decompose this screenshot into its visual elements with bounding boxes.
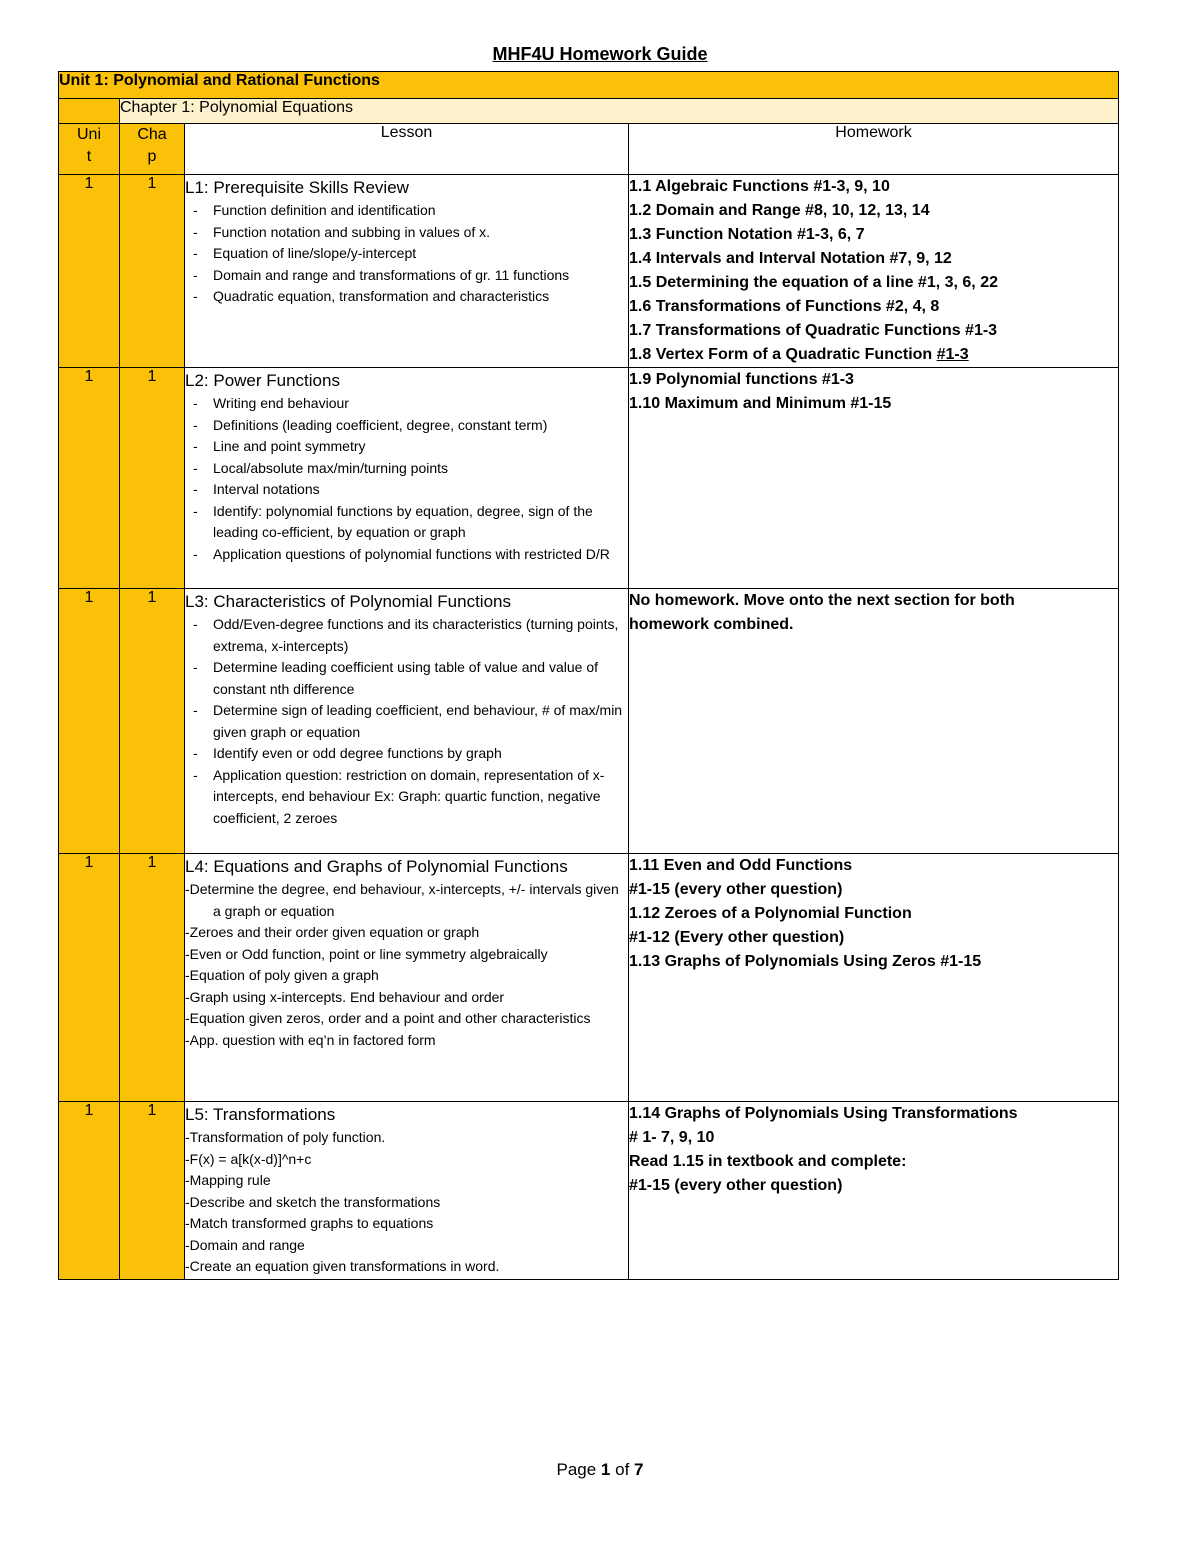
column-header-homework: Homework <box>629 124 1119 175</box>
list-item: - Function definition and identification <box>185 200 628 222</box>
homework-line: 1.13 Graphs of Polynomials Using Zeros #1-15 <box>629 953 982 970</box>
list-item: -Mapping rule <box>185 1172 271 1188</box>
unit-cell: 1 <box>59 368 120 589</box>
homework-cell <box>629 175 1119 368</box>
homework-cell <box>629 854 1119 1102</box>
document-title: MHF4U Homework Guide <box>492 44 708 64</box>
homework-line: #1-15 (every other question) <box>629 1177 843 1194</box>
lesson-cell <box>185 854 629 1102</box>
chapter-header-spacer <box>59 99 120 124</box>
homework-guide-table <box>58 71 1119 1280</box>
homework-line: 1.7 Transformations of Quadratic Functions #1-3 <box>629 322 998 339</box>
table-row <box>59 854 1119 1102</box>
list-item: - Writing end behaviour <box>185 393 628 415</box>
homework-line: homework combined. <box>629 616 794 633</box>
unit-header-row <box>59 72 1119 99</box>
homework-line: 1.5 Determining the equation of a line #1, 3, 6, 22 <box>629 274 998 291</box>
homework-line: 1.2 Domain and Range #8, 10, 12, 13, 14 <box>629 202 930 219</box>
lesson-topics <box>185 614 628 829</box>
chapter-header: Chapter 1: Polynomial Equations <box>120 99 1119 124</box>
list-item: - Local/absolute max/min/turning points <box>185 458 628 480</box>
list-item: - Identify: polynomial functions by equation, degree, sign of the leading co-efficient, by equation or graph <box>185 501 628 544</box>
chap-cell: 1 <box>120 175 185 368</box>
unit-cell: 1 <box>59 854 120 1102</box>
lesson-topics <box>185 1127 628 1278</box>
homework-line: 1.9 Polynomial functions #1-3 <box>629 371 854 388</box>
footer-page-total: 7 <box>634 1460 644 1479</box>
homework-line: 1.1 Algebraic Functions #1-3, 9, 10 <box>629 178 890 195</box>
list-item: -Graph using x-intercepts. End behaviour and order <box>185 988 505 1005</box>
list-item: -F(x) = a[k(x-d)]^n+c <box>185 1150 312 1167</box>
chap-cell: 1 <box>120 1102 185 1280</box>
homework-line: 1.6 Transformations of Functions #2, 4, 8 <box>629 298 940 315</box>
table-row <box>59 589 1119 854</box>
chap-cell: 1 <box>120 589 185 854</box>
list-item: - Application question: restriction on domain, representation of x-intercepts, end behaviour Ex: Graph: quartic function, negative coefficient, 2 zeroes <box>185 765 628 830</box>
lesson-topics <box>185 393 628 565</box>
list-item: -Transformation of poly function. <box>185 1129 386 1145</box>
homework-line <box>629 343 1118 367</box>
homework-line: #1-12 (Every other question) <box>629 929 845 946</box>
unit-header: Unit 1: Polynomial and Rational Functions <box>59 72 1119 99</box>
table-row <box>59 368 1119 589</box>
homework-line: 1.4 Intervals and Interval Notation #7, 9, 12 <box>629 250 952 267</box>
lesson-title: L2: Power Functions <box>185 371 340 390</box>
list-item: -Domain and range <box>185 1236 305 1253</box>
list-item: - Definitions (leading coefficient, degree, constant term) <box>185 415 628 437</box>
unit-cell: 1 <box>59 589 120 854</box>
table-row <box>59 175 1119 368</box>
homework-cell <box>629 1102 1119 1280</box>
column-header-chap <box>120 124 185 175</box>
homework-line-underlined: #1-3 <box>936 346 969 363</box>
lesson-topics <box>185 879 628 1051</box>
lesson-cell <box>185 175 629 368</box>
column-header-chap-line2: p <box>147 148 157 165</box>
unit-cell: 1 <box>59 175 120 368</box>
lesson-cell <box>185 1102 629 1280</box>
homework-line: 1.11 Even and Odd Functions <box>629 857 853 874</box>
lesson-title: L5: Transformations <box>185 1105 336 1124</box>
list-item: -Equation given zeros, order and a point and other characteristics <box>185 1010 591 1026</box>
list-item: -App. question with eq’n in factored form <box>185 1031 436 1048</box>
homework-line: #1-15 (every other question) <box>629 881 843 898</box>
list-item: -Zeroes and their order given equation or graph <box>185 924 480 940</box>
lesson-title: L4: Equations and Graphs of Polynomial Functions <box>185 857 568 876</box>
footer-page-number: 1 <box>600 1460 611 1479</box>
homework-line: 1.10 Maximum and Minimum #1-15 <box>629 395 892 412</box>
list-item: -Determine the degree, end behaviour, x-intercepts, +/- intervals given a graph or equation <box>185 881 619 919</box>
list-item: -Even or Odd function, point or line symmetry algebraically <box>185 945 548 962</box>
homework-line: No homework. Move onto the next section for both <box>629 592 1015 609</box>
chap-cell: 1 <box>120 368 185 589</box>
footer-page-word: Page <box>556 1460 597 1479</box>
list-item: - Line and point symmetry <box>185 436 628 458</box>
homework-line: 1.3 Function Notation #1-3, 6, 7 <box>629 226 865 243</box>
homework-line: Read 1.15 in textbook and complete: <box>629 1153 907 1170</box>
column-header-lesson: Lesson <box>185 124 629 175</box>
lesson-title: L3: Characteristics of Polynomial Functions <box>185 592 511 611</box>
page-footer <box>0 1460 1200 1480</box>
footer-of-word: of <box>615 1460 630 1479</box>
homework-line-text: 1.8 Vertex Form of a Quadratic Function <box>629 346 937 363</box>
unit-cell: 1 <box>59 1102 120 1280</box>
column-header-unit <box>59 124 120 175</box>
homework-line: 1.14 Graphs of Polynomials Using Transformations <box>629 1105 1018 1122</box>
list-item: - Quadratic equation, transformation and characteristics <box>185 286 628 308</box>
lesson-cell <box>185 589 629 854</box>
lesson-cell <box>185 368 629 589</box>
list-item: - Odd/Even-degree functions and its characteristics (turning points, extrema, x-intercepts) <box>185 614 628 657</box>
column-header-row <box>59 124 1119 175</box>
list-item: - Function notation and subbing in values of x. <box>185 222 628 244</box>
list-item: -Equation of poly given a graph <box>185 967 379 983</box>
list-item: - Domain and range and transformations of gr. 11 functions <box>185 265 628 287</box>
list-item: -Match transformed graphs to equations <box>185 1215 434 1231</box>
column-header-unit-line1: Uni <box>76 126 101 143</box>
lesson-topics <box>185 200 628 308</box>
list-item: - Determine leading coefficient using table of value and value of constant nth difference <box>185 657 628 700</box>
lesson-title: L1: Prerequisite Skills Review <box>185 178 409 197</box>
list-item: - Determine sign of leading coefficient, end behaviour, # of max/min given graph or equation <box>185 700 628 743</box>
chapter-header-row <box>59 99 1119 124</box>
column-header-unit-line2: t <box>86 148 92 165</box>
column-header-chap-line1: Cha <box>137 126 167 143</box>
list-item: - Interval notations <box>185 479 628 501</box>
chap-cell: 1 <box>120 854 185 1102</box>
homework-line: # 1- 7, 9, 10 <box>629 1129 715 1146</box>
list-item: - Equation of line/slope/y-intercept <box>185 243 628 265</box>
homework-cell <box>629 368 1119 589</box>
homework-cell <box>629 589 1119 854</box>
table-row <box>59 1102 1119 1280</box>
list-item: - Application questions of polynomial functions with restricted D/R <box>185 544 628 566</box>
list-item: - Identify even or odd degree functions by graph <box>185 743 628 765</box>
list-item: -Create an equation given transformations in word. <box>185 1258 500 1274</box>
homework-line: 1.12 Zeroes of a Polynomial Function <box>629 905 912 922</box>
list-item: -Describe and sketch the transformations <box>185 1193 441 1210</box>
